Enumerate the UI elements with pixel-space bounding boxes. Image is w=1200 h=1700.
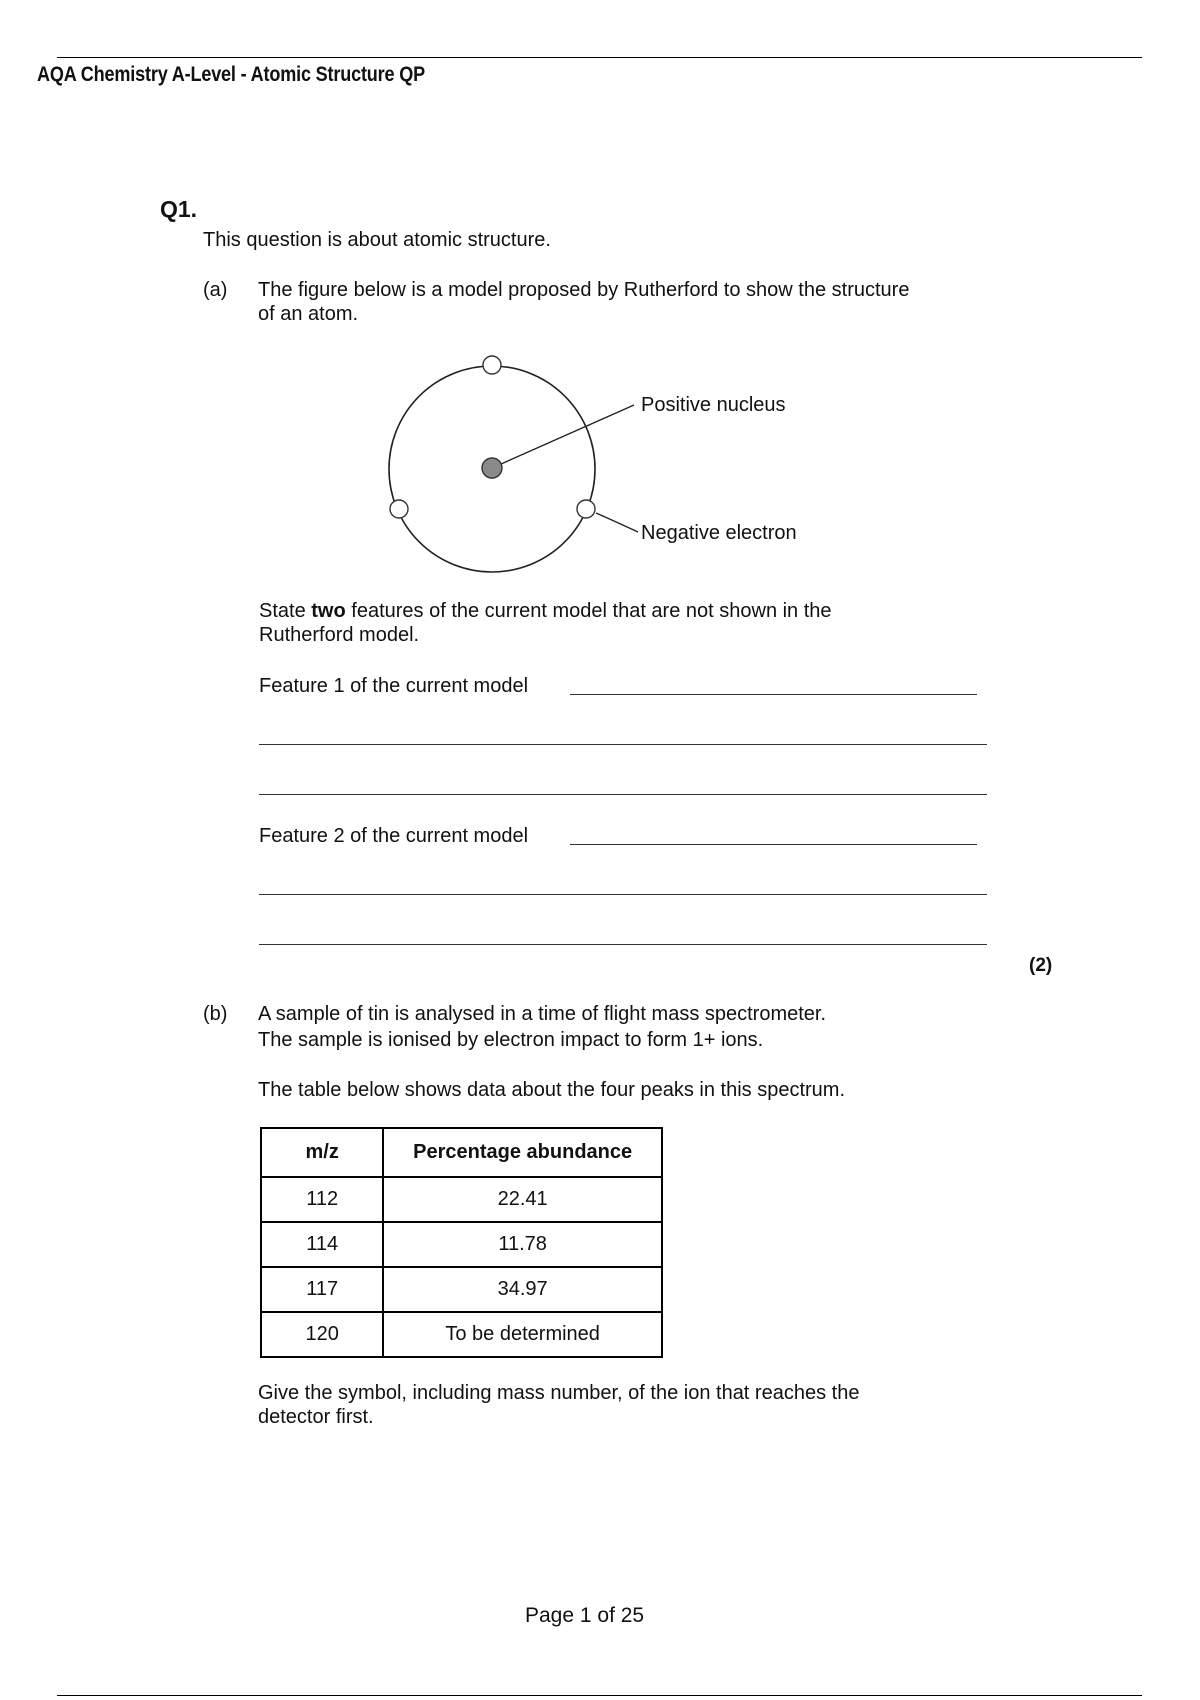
table-cell-mz: 114 [261, 1222, 383, 1267]
header-title: AQA Chemistry A-Level - Atomic Structure QP [37, 63, 425, 86]
part-a-prompt [259, 599, 832, 623]
nucleus-leader-line [492, 405, 634, 468]
page-number: Page 1 of 25 [525, 1604, 645, 1627]
table-row [261, 1312, 662, 1357]
table-row [261, 1222, 662, 1267]
feature2-answer-line-1[interactable] [570, 844, 977, 845]
table-cell-mz: 117 [261, 1267, 383, 1312]
label-positive-nucleus: Positive nucleus [641, 394, 786, 416]
table-cell-abundance: 22.41 [383, 1177, 662, 1222]
table-row [261, 1267, 662, 1312]
feature2-answer-line-3[interactable] [259, 944, 987, 945]
feature1-answer-line-3[interactable] [259, 794, 987, 795]
question-number: Q1. [160, 196, 198, 222]
feature1-label: Feature 1 of the current model [259, 675, 529, 697]
feature2-answer-line-2[interactable] [259, 894, 987, 895]
table-cell-abundance: 11.78 [383, 1222, 662, 1267]
part-b-question-line2: detector first. [258, 1406, 374, 1428]
table-cell-mz: 112 [261, 1177, 383, 1222]
table-cell-abundance: To be determined [383, 1312, 662, 1357]
table-row [261, 1177, 662, 1222]
electron-top [483, 356, 501, 374]
label-negative-electron: Negative electron [641, 522, 797, 544]
table-header-row [261, 1128, 662, 1177]
part-a-prompt-post: features of the current model that are not shown in the [345, 600, 832, 622]
question-intro: This question is about atomic structure. [203, 229, 551, 251]
part-a-text-line2: of an atom. [258, 303, 359, 325]
part-b-text-line2: The sample is ionised by electron impact to form 1+ ions. [258, 1029, 764, 1051]
table-cell-abundance: 34.97 [383, 1267, 662, 1312]
table-header-abundance: Percentage abundance [383, 1128, 662, 1177]
footer-bottom-rule [57, 1695, 1142, 1696]
part-b-text-line1: A sample of tin is analysed in a time of flight mass spectrometer. [258, 1003, 827, 1025]
part-a-prompt-pre: State [259, 600, 312, 622]
feature1-answer-line-1[interactable] [570, 694, 977, 695]
part-a-marks: (2) [1029, 955, 1053, 976]
part-b-table-intro: The table below shows data about the four peaks in this spectrum. [258, 1079, 846, 1101]
part-a-prompt-bold: two [311, 600, 346, 622]
part-a-text-line1: The figure below is a model proposed by Rutherford to show the structure [258, 279, 910, 301]
part-b-question-line1: Give the symbol, including mass number, of the ion that reaches the [258, 1382, 860, 1404]
positive-nucleus [482, 458, 502, 478]
table-header-mz: m/z [261, 1128, 383, 1177]
mass-spectrum-table [260, 1127, 663, 1358]
electron-left [390, 500, 408, 518]
electron-right [577, 500, 595, 518]
feature1-answer-line-2[interactable] [259, 744, 987, 745]
feature2-label: Feature 2 of the current model [259, 825, 529, 847]
part-a-label: (a) [203, 279, 228, 301]
part-b-label: (b) [203, 1003, 228, 1025]
table-cell-mz: 120 [261, 1312, 383, 1357]
part-a-prompt-line2: Rutherford model. [259, 624, 420, 646]
electron-leader-line [596, 513, 638, 532]
